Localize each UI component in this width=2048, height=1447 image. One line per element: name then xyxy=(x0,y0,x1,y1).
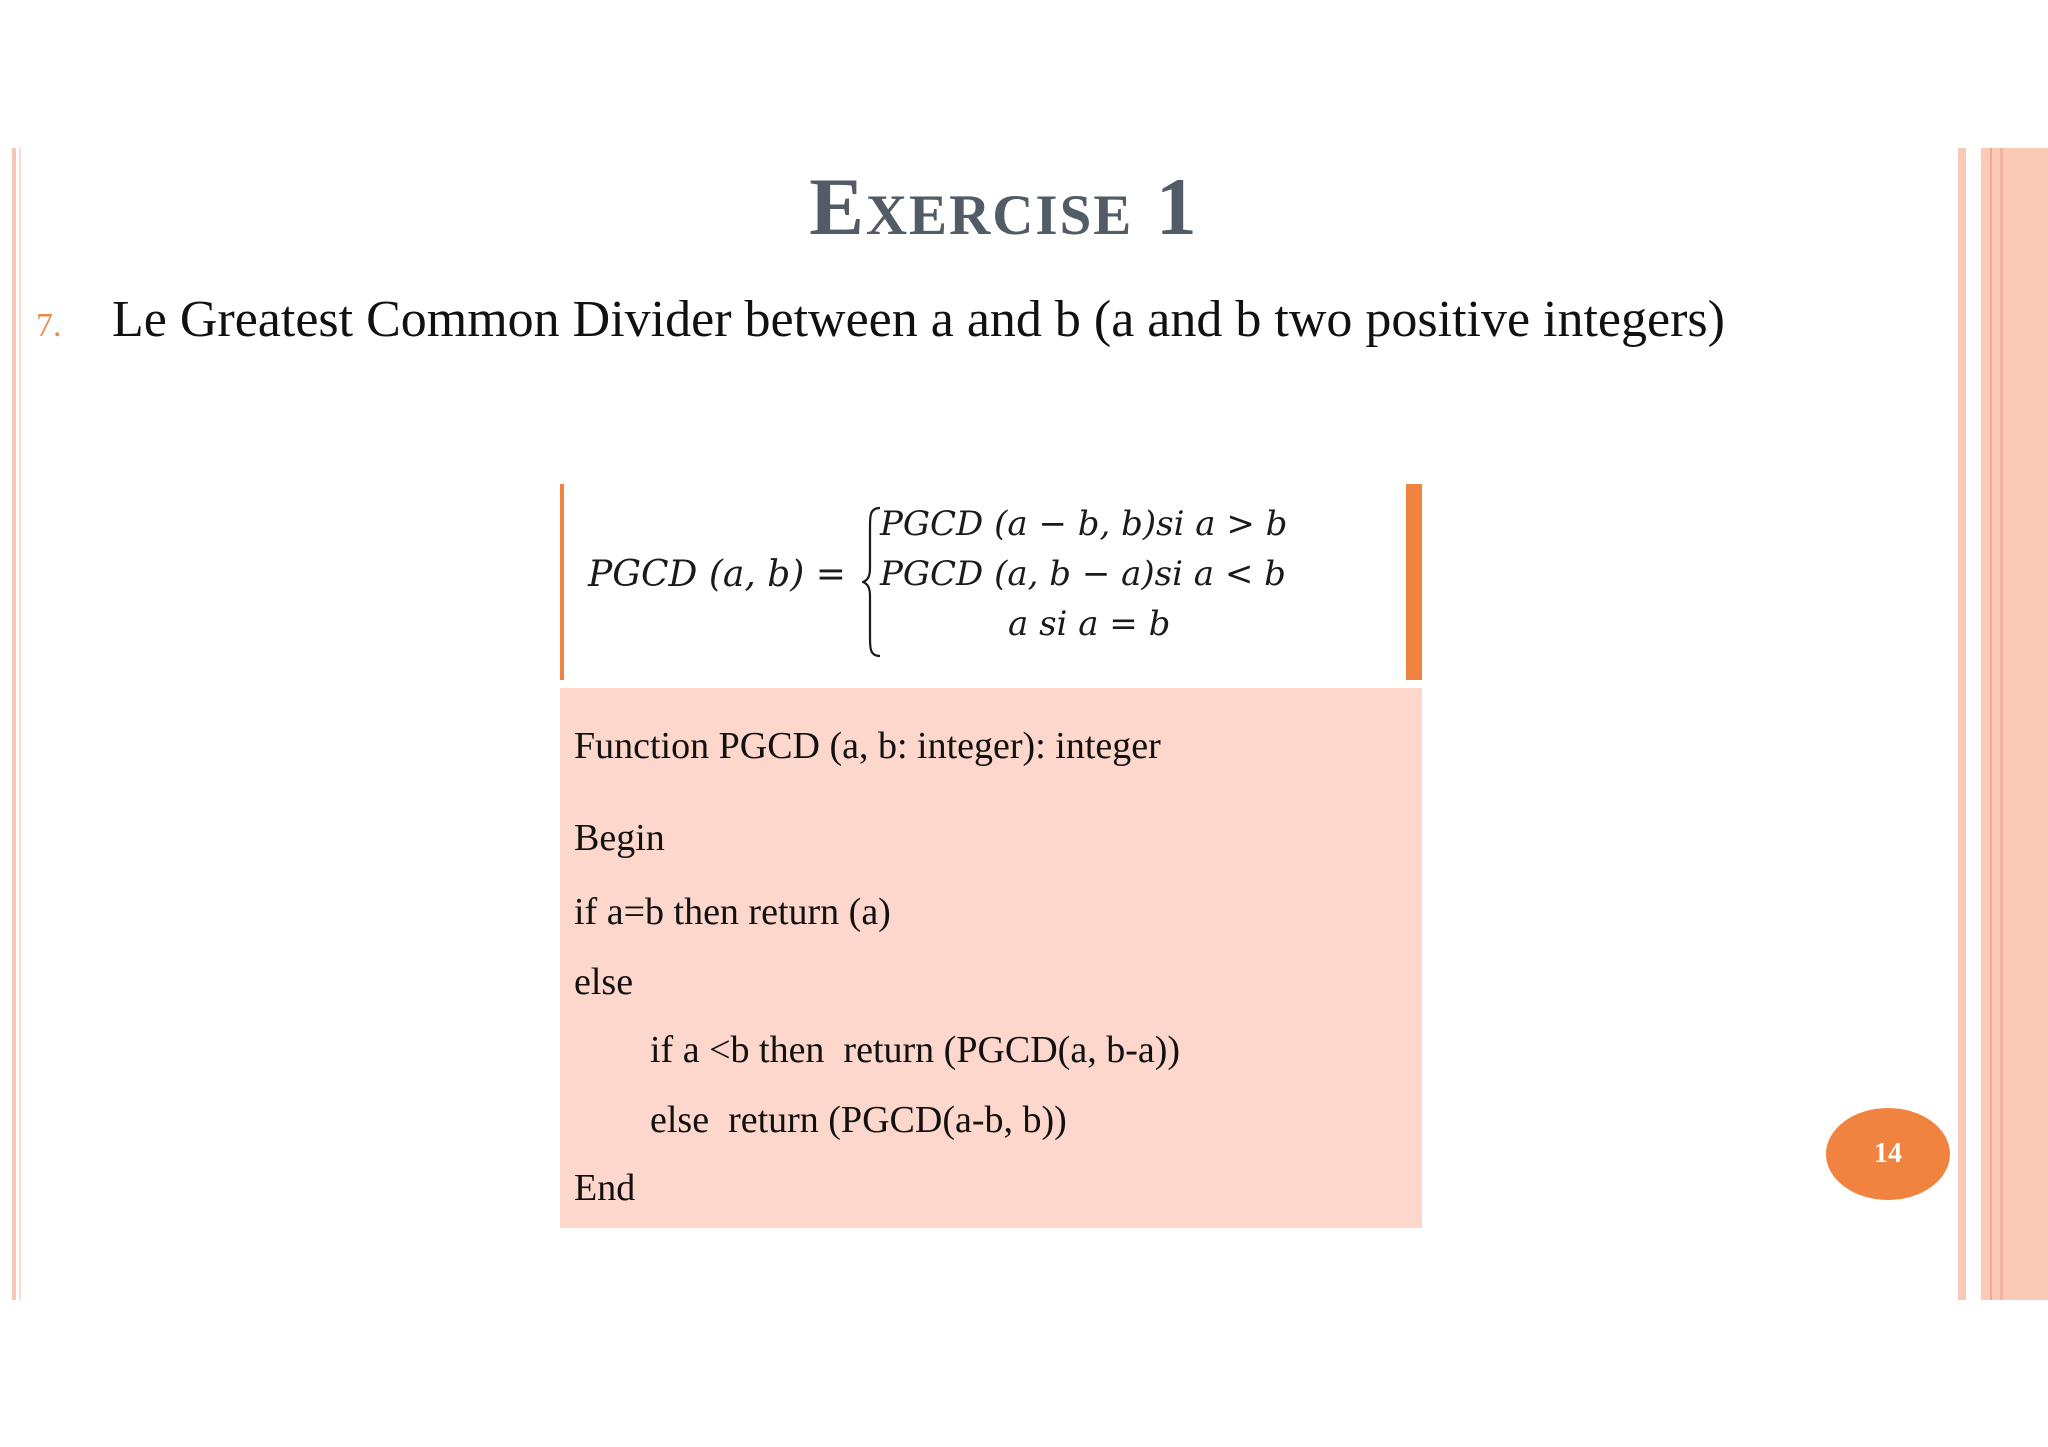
list-item-text: Le Greatest Common Divider between a and b (a and b two positive integers) xyxy=(112,291,1725,348)
formula-case: a si a = b xyxy=(1008,604,1171,644)
formula-right-bar xyxy=(1406,484,1422,680)
left-border-line-thin xyxy=(19,148,21,1300)
right-band-stripe xyxy=(2000,148,2003,1300)
right-band-stripe xyxy=(1990,148,1992,1300)
curly-brace-icon xyxy=(862,506,882,658)
code-line: Function PGCD (a, b: integer): integer xyxy=(574,725,1161,767)
code-box xyxy=(560,688,1422,1228)
code-line: Begin xyxy=(574,817,665,859)
code-line: if a=b then return (a) xyxy=(574,891,891,933)
list-item-number: 7. xyxy=(36,307,62,344)
formula-case: PGCD (a − b, b)si a > b xyxy=(880,504,1288,544)
left-border-line xyxy=(12,148,16,1300)
code-line: else xyxy=(574,961,634,1003)
code-line: else return (PGCD(a-b, b)) xyxy=(650,1099,1067,1141)
right-border-line xyxy=(1958,148,1966,1300)
page-number-badge: 14 xyxy=(1826,1108,1950,1200)
code-line: if a <b then return (PGCD(a, b-a)) xyxy=(650,1029,1181,1071)
formula-lhs: PGCD (a, b) = xyxy=(588,554,846,595)
formula-case: PGCD (a, b − a)si a < b xyxy=(880,554,1286,594)
code-line: End xyxy=(574,1167,636,1209)
formula-left-bar xyxy=(560,484,564,680)
slide-title: Exercise 1 xyxy=(809,161,1199,252)
formula-box xyxy=(560,484,1422,680)
